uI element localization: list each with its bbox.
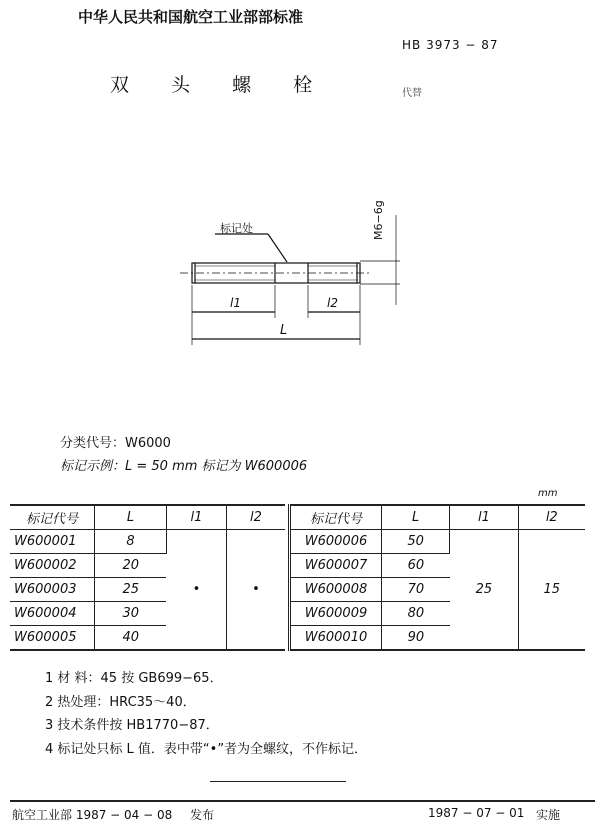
length-cell: 8 bbox=[95, 530, 167, 554]
issuer-date: 航空工业部 1987 − 04 − 08 bbox=[12, 808, 173, 822]
right-spec-table bbox=[288, 504, 585, 651]
l2-cell: • bbox=[226, 530, 285, 651]
code-cell: W600003 bbox=[10, 578, 95, 602]
table-header-row bbox=[10, 505, 285, 530]
length-cell: 90 bbox=[382, 626, 450, 651]
length-cell: 60 bbox=[382, 554, 450, 578]
length-cell: 20 bbox=[95, 554, 167, 578]
document-title: 双 头 螺 栓 bbox=[110, 74, 331, 96]
header-l2: l2 bbox=[226, 505, 285, 530]
effective-label: 实施 bbox=[536, 808, 561, 822]
code-cell: W600009 bbox=[290, 602, 382, 626]
l2-dimension: l2 bbox=[327, 296, 338, 310]
header-l2: l2 bbox=[518, 505, 585, 530]
length-cell: 50 bbox=[382, 530, 450, 554]
mark-location-label: 标记处 bbox=[220, 222, 253, 235]
l1-cell: • bbox=[166, 530, 226, 651]
note-4: 4 标记处只标 L 值．表中带“•”者为全螺纹，不作标记． bbox=[45, 742, 368, 757]
code-cell: W600001 bbox=[10, 530, 95, 554]
classification-code: 分类代号：W6000 bbox=[60, 436, 171, 451]
header-L: L bbox=[95, 505, 167, 530]
note-2: 2 热处理：HRC35～40． bbox=[45, 695, 196, 710]
code-cell: W600010 bbox=[290, 626, 382, 651]
end-divider bbox=[210, 781, 346, 782]
left-spec-table bbox=[10, 504, 285, 651]
code-cell: W600006 bbox=[290, 530, 382, 554]
organization-header: 中华人民共和国航空工业部部标准 bbox=[78, 8, 304, 26]
length-cell: 80 bbox=[382, 602, 450, 626]
header-code: 标记代号 bbox=[290, 505, 382, 530]
table-header-row bbox=[290, 505, 586, 530]
code-cell: W600007 bbox=[290, 554, 382, 578]
length-dimension: L bbox=[280, 323, 288, 338]
marking-example: 标记示例：L = 50 mm 标记为 W600006 bbox=[60, 459, 308, 474]
table-row bbox=[10, 530, 285, 554]
standard-code: HB 3973 − 87 bbox=[402, 38, 499, 52]
note-1: 1 材 料：45 按 GB699−65． bbox=[45, 671, 223, 686]
code-cell: W600004 bbox=[10, 602, 95, 626]
header-l1: l1 bbox=[450, 505, 518, 530]
header-L: L bbox=[382, 505, 450, 530]
length-cell: 70 bbox=[382, 578, 450, 602]
l1-cell: 25 bbox=[450, 530, 518, 651]
replaces-label: 代替 bbox=[402, 88, 422, 99]
table-row bbox=[290, 530, 586, 554]
thread-spec-label: M6−6g bbox=[372, 200, 385, 240]
unit-label: mm bbox=[538, 488, 558, 499]
code-cell: W600008 bbox=[290, 578, 382, 602]
header-code: 标记代号 bbox=[10, 505, 95, 530]
length-cell: 25 bbox=[95, 578, 167, 602]
effective-date: 1987 − 07 − 01 bbox=[428, 806, 525, 820]
header-l1: l1 bbox=[166, 505, 226, 530]
length-cell: 40 bbox=[95, 626, 167, 651]
code-cell: W600002 bbox=[10, 554, 95, 578]
l1-dimension: l1 bbox=[230, 296, 241, 310]
note-3: 3 技术条件按 HB1770−87． bbox=[45, 718, 219, 733]
length-cell: 30 bbox=[95, 602, 167, 626]
footer-rule bbox=[10, 800, 595, 802]
code-cell: W600005 bbox=[10, 626, 95, 651]
issued-label: 发布 bbox=[190, 808, 215, 822]
l2-cell: 15 bbox=[518, 530, 585, 651]
